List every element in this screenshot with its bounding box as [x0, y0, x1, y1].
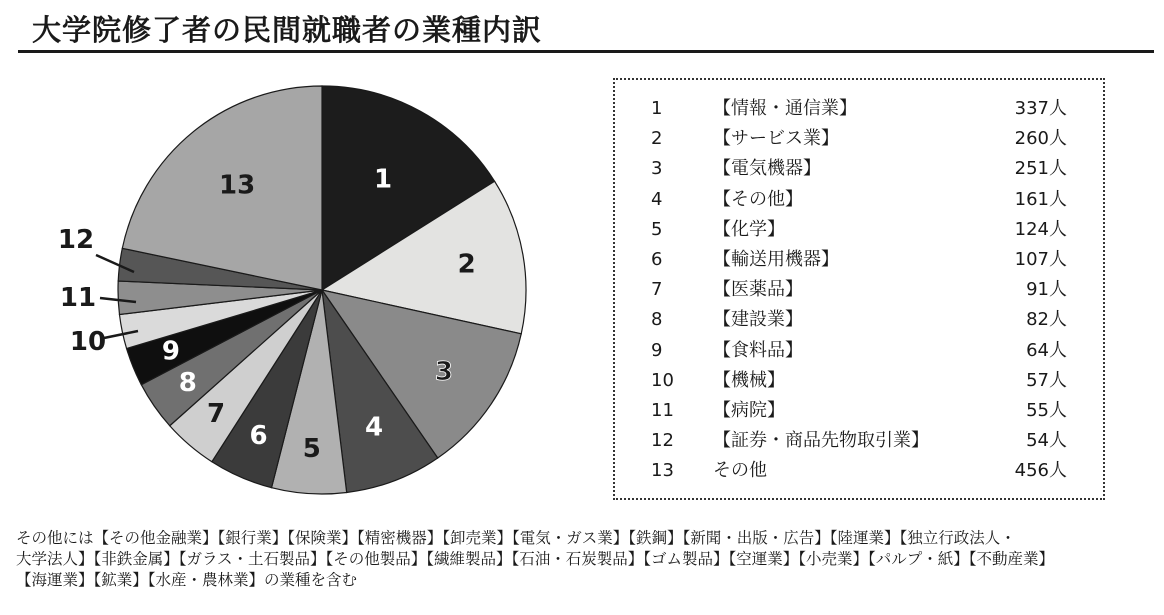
legend-value: 82人	[1026, 309, 1067, 331]
pie-chart	[0, 62, 600, 512]
legend-category: 【病院】	[713, 400, 785, 421]
legend-value: 57人	[1026, 369, 1067, 391]
page-title: 大学院修了者の民間就職者の業種内訳	[32, 13, 543, 47]
legend-row	[615, 366, 1103, 396]
pie-label-12: 12	[57, 225, 95, 255]
title-rule	[18, 50, 1154, 53]
legend-row	[615, 124, 1103, 154]
legend-number: 4	[651, 188, 663, 210]
legend-number: 3	[651, 158, 663, 180]
legend-category: 【サービス業】	[713, 128, 839, 150]
legend-row	[615, 94, 1103, 124]
legend-category: 【機械】	[713, 369, 785, 391]
legend-value: 337人	[1014, 98, 1067, 119]
legend-value: 260人	[1014, 128, 1067, 150]
legend-table	[613, 78, 1105, 500]
legend-number: 1	[651, 98, 663, 119]
legend-row	[615, 275, 1103, 305]
legend-number: 7	[651, 279, 663, 301]
legend-value: 64人	[1026, 339, 1067, 361]
pie-label-5: 5	[302, 433, 321, 464]
legend-number: 5	[651, 218, 663, 240]
footnote-line: その他には【その他金融業】【銀行業】【保険業】【精密機器】【卸売業】【電気・ガス業】【鉄鋼】【新聞・出版・広告】【陸運業】【独立行政法人・	[16, 529, 1016, 547]
footnote	[16, 528, 1156, 591]
legend-row	[615, 305, 1103, 335]
legend-row	[615, 426, 1103, 456]
pie-label-9: 9	[161, 336, 180, 367]
pie-label-13: 13	[219, 170, 256, 201]
legend-row	[615, 185, 1103, 215]
legend-category: 【その他】	[713, 188, 803, 210]
legend-number: 13	[651, 460, 674, 482]
pie-label-6: 6	[249, 420, 268, 451]
legend-row	[615, 154, 1103, 184]
legend-category: 【電気機器】	[713, 158, 821, 180]
pie-label-1: 1	[374, 164, 393, 195]
pie-label-8: 8	[178, 367, 197, 398]
legend-row	[615, 245, 1103, 275]
legend-number: 8	[651, 309, 663, 331]
legend-value: 124人	[1014, 218, 1067, 240]
pie-label-11: 11	[59, 283, 97, 313]
legend-category: 【証券・商品先物取引業】	[713, 430, 929, 452]
legend-number: 6	[651, 249, 663, 270]
pie-label-3: 3	[434, 357, 453, 387]
legend-category: 【建設業】	[713, 309, 803, 331]
legend-value: 107人	[1014, 249, 1067, 270]
legend-category: 【食料品】	[713, 339, 803, 361]
pie-label-10: 10	[69, 327, 107, 357]
legend-value: 55人	[1026, 400, 1067, 421]
legend-row	[615, 396, 1103, 426]
legend-row	[615, 456, 1103, 486]
legend-row	[615, 215, 1103, 245]
legend-category: 【医薬品】	[713, 279, 803, 301]
legend-value: 456人	[1014, 460, 1067, 482]
legend-number: 2	[651, 128, 663, 150]
legend-value: 251人	[1014, 158, 1067, 180]
legend-category: 【情報・通信業】	[713, 98, 857, 119]
pie-label-2: 2	[457, 249, 476, 280]
footnote-line: 大学法人】【非鉄金属】【ガラス・土石製品】【その他製品】【繊維製品】【石油・石炭製品】【ゴム製品】【空運業】【小売業】【パルプ・紙】【不動産業】	[16, 550, 1055, 568]
legend-category: 【化学】	[713, 218, 785, 240]
pie-label-4: 4	[364, 412, 384, 443]
legend-number: 9	[651, 339, 663, 361]
legend-row	[615, 336, 1103, 366]
legend-number: 12	[651, 430, 674, 452]
legend-value: 91人	[1026, 279, 1067, 301]
legend-value: 54人	[1026, 430, 1067, 452]
legend-number: 11	[651, 400, 674, 421]
footnote-line: 【海運業】【鉱業】【水産・農林業】の業種を含む	[16, 571, 358, 589]
legend-category: その他	[713, 460, 767, 482]
legend-number: 10	[651, 369, 674, 391]
legend-value: 161人	[1014, 188, 1067, 210]
pie-label-7: 7	[207, 399, 226, 430]
legend-category: 【輸送用機器】	[713, 249, 839, 270]
